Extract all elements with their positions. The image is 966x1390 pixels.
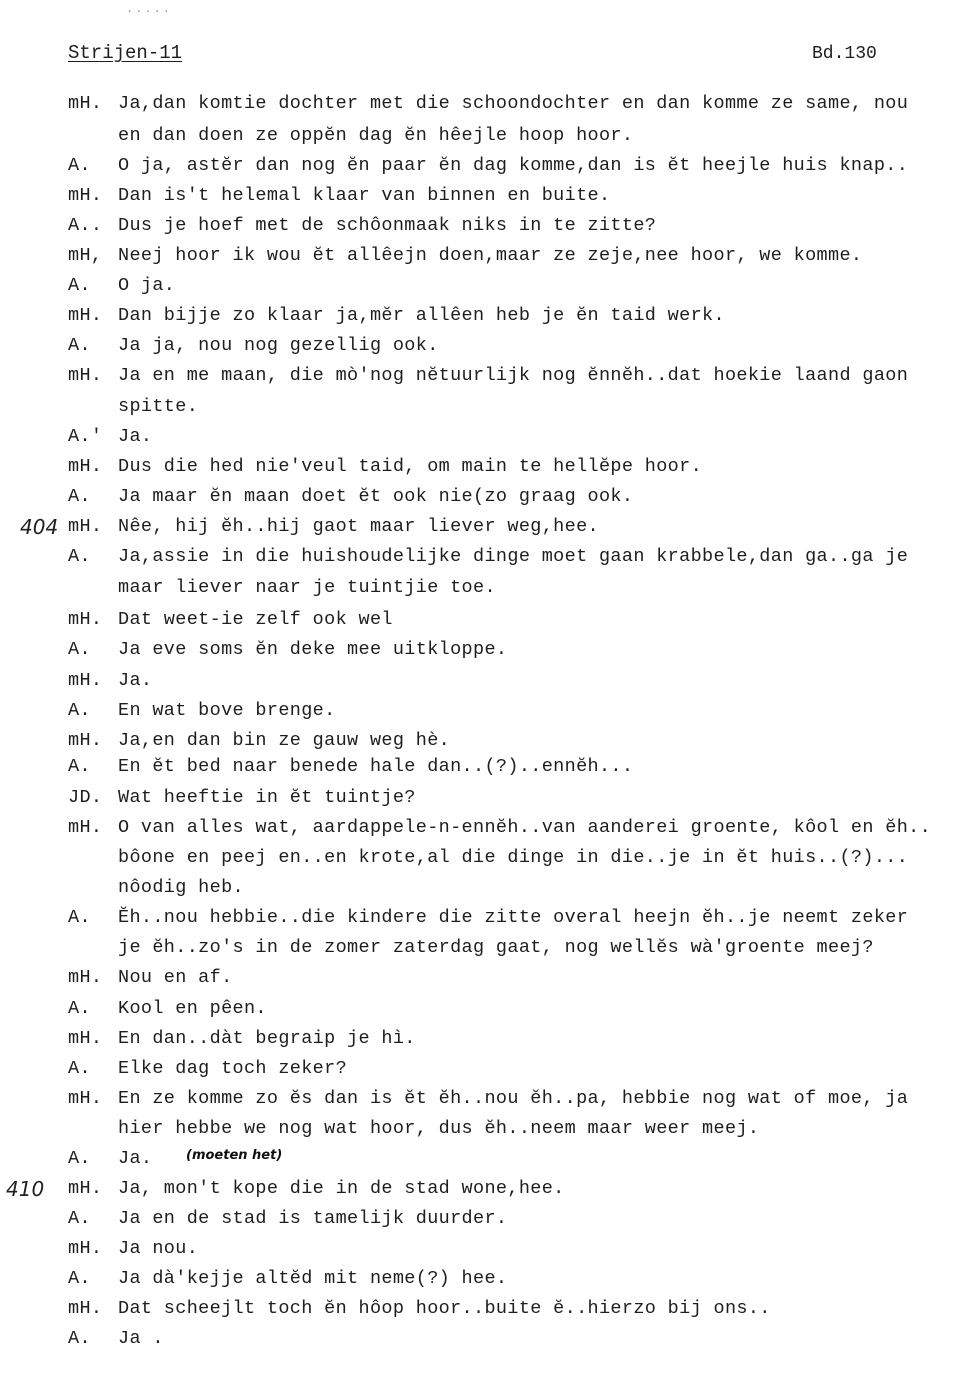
transcript-line	[0, 1206, 966, 1232]
transcript-line	[0, 394, 966, 420]
utterance-text: bôone en peej en..en krote,al die dinge in die..je in ĕt huis..(?)...	[118, 847, 909, 868]
utterance-text: nôodig heb.	[118, 877, 244, 898]
handwritten-note: (moeten het)	[186, 1148, 283, 1163]
speaker-label: A..	[68, 215, 103, 236]
transcript-line	[0, 1296, 966, 1322]
transcript-line	[0, 905, 966, 931]
transcript-line	[0, 845, 966, 871]
speaker-label: JD.	[68, 787, 103, 808]
speaker-label: mH.	[68, 609, 103, 630]
speaker-label: A.'	[68, 426, 103, 447]
speaker-label: mH.	[68, 456, 103, 477]
speaker-label: A.	[68, 1058, 91, 1079]
utterance-text: en dan doen ze oppĕn dag ĕn hêejle hoop hoor.	[118, 125, 634, 146]
transcript-line	[0, 754, 966, 780]
transcript-line	[0, 698, 966, 724]
transcript-line	[0, 514, 966, 540]
speaker-label: A.	[68, 1208, 91, 1229]
utterance-text: En ĕt bed naar benede hale dan..(?)..ennĕh...	[118, 756, 634, 777]
transcript-line	[0, 728, 966, 754]
utterance-text: Ja dà'kejje altĕd mit neme(?) hee.	[118, 1268, 508, 1289]
speaker-label: mH.	[68, 365, 103, 386]
transcript-line	[0, 1326, 966, 1352]
speaker-label: A.	[68, 275, 91, 296]
utterance-text: Neej hoor ik wou ĕt allêejn doen,maar ze zeje,nee hoor, we komme.	[118, 245, 863, 266]
utterance-text: Ja en me maan, die mò'nog nĕtuurlijk nog ĕnnĕh..dat hoekie laand gaon	[118, 365, 909, 386]
utterance-text: En wat bove brenge.	[118, 700, 336, 721]
margin-line-number: 404	[20, 515, 59, 539]
utterance-text: En ze komme zo ĕs dan is ĕt ĕh..nou ĕh..pa, hebbie nog wat of moe, ja	[118, 1088, 909, 1109]
transcript-line	[0, 333, 966, 359]
page-header-number: Bd.130	[812, 44, 877, 64]
utterance-text: Ja en de stad is tamelijk duurder.	[118, 1208, 508, 1229]
speaker-label: mH.	[68, 1088, 103, 1109]
transcript-line	[0, 454, 966, 480]
utterance-text: Wat heeftie in ĕt tuintje?	[118, 787, 416, 808]
utterance-text: Elke dag toch zeker?	[118, 1058, 348, 1079]
speaker-label: A.	[68, 1268, 91, 1289]
utterance-text: Ja maar ĕn maan doet ĕt ook nie(zo graag ook.	[118, 486, 634, 507]
transcript-line	[0, 1236, 966, 1262]
transcript-line	[0, 484, 966, 510]
speaker-label: A.	[68, 907, 91, 928]
transcript-line	[0, 424, 966, 450]
speaker-label: A.	[68, 998, 91, 1019]
transcript-line	[0, 575, 966, 601]
utterance-text: hier hebbe we nog wat hoor, dus ĕh..neem maar weer meej.	[118, 1118, 760, 1139]
transcript-line	[0, 1026, 966, 1052]
utterance-text: Nou en af.	[118, 967, 233, 988]
transcript-line	[0, 1086, 966, 1112]
utterance-text: Nêe, hij ĕh..hij gaot maar liever weg,hee.	[118, 516, 599, 537]
speaker-label: A.	[68, 700, 91, 721]
page-header-title: Strijen-11	[68, 42, 183, 64]
speaker-label: A.	[68, 546, 91, 567]
transcript-line	[0, 637, 966, 663]
utterance-text: Kool en pêen.	[118, 998, 267, 1019]
utterance-text: Dan bijje zo klaar ja,mĕr allêen heb je ĕn taid werk.	[118, 305, 725, 326]
transcript-line	[0, 303, 966, 329]
utterance-text: maar liever naar je tuintjie toe.	[118, 577, 496, 598]
transcript-line	[0, 1176, 966, 1202]
utterance-text: Ja.	[118, 1148, 153, 1169]
speaker-label: mH.	[68, 967, 103, 988]
utterance-text: Ĕh..nou hebbie..die kindere die zitte overal heejn ĕh..je neemt zeker	[118, 907, 909, 928]
transcript-line	[0, 668, 966, 694]
transcript-line	[0, 1146, 966, 1172]
speaker-label: mH.	[68, 185, 103, 206]
utterance-text: Dus die hed nie'veul taid, om main te hellĕpe hoor.	[118, 456, 703, 477]
transcript-line	[0, 607, 966, 633]
utterance-text: Ja, mon't kope die in de stad wone,hee.	[118, 1178, 565, 1199]
utterance-text: Ja,en dan bin ze gauw weg hè.	[118, 730, 451, 751]
speaker-label: mH.	[68, 1028, 103, 1049]
utterance-text: Ja ja, nou nog gezellig ook.	[118, 335, 439, 356]
utterance-text: O ja.	[118, 275, 176, 296]
utterance-text: Dan is't helemal klaar van binnen en buite.	[118, 185, 611, 206]
speaker-label: mH.	[68, 730, 103, 751]
transcript-line	[0, 273, 966, 299]
transcript-line	[0, 785, 966, 811]
transcript-line	[0, 1056, 966, 1082]
utterance-text: Dat scheejlt toch ĕn hôop hoor..buite ĕ..hierzo bij ons..	[118, 1298, 771, 1319]
speaker-label: A.	[68, 756, 91, 777]
utterance-text: En dan..dàt begraip je hì.	[118, 1028, 416, 1049]
transcript-line	[0, 91, 966, 117]
transcript-line	[0, 1266, 966, 1292]
speaker-label: mH.	[68, 670, 103, 691]
utterance-text: Ja,assie in die huishoudelijke dinge moet gaan krabbele,dan ga..ga je	[118, 546, 909, 567]
utterance-text: Ja nou.	[118, 1238, 199, 1259]
margin-line-number: 410	[6, 1177, 45, 1201]
transcript-line	[0, 183, 966, 209]
utterance-text: Ja.	[118, 426, 153, 447]
speaker-label: A.	[68, 1328, 91, 1349]
transcript-line	[0, 363, 966, 389]
utterance-text: je ĕh..zo's in de zomer zaterdag gaat, nog wellĕs wà'groente meej?	[118, 937, 874, 958]
speaker-label: mH.	[68, 817, 103, 838]
transcript-line	[0, 213, 966, 239]
transcript-line	[0, 544, 966, 570]
top-dots: .....	[126, 2, 173, 16]
transcript-line	[0, 815, 966, 841]
utterance-text: Ja,dan komtie dochter met die schoondochter en dan komme ze same, nou	[118, 93, 909, 114]
speaker-label: A.	[68, 155, 91, 176]
utterance-text: Ja .	[118, 1328, 164, 1349]
utterance-text: Ja eve soms ĕn deke mee uitkloppe.	[118, 639, 508, 660]
speaker-label: A.	[68, 639, 91, 660]
transcript-line	[0, 875, 966, 901]
speaker-label: mH.	[68, 93, 103, 114]
transcript-line	[0, 123, 966, 149]
speaker-label: mH.	[68, 305, 103, 326]
utterance-text: spitte.	[118, 396, 199, 417]
transcript-line	[0, 1116, 966, 1142]
transcript-line	[0, 153, 966, 179]
speaker-label: mH,	[68, 245, 103, 266]
utterance-text: Dus je hoef met de schôonmaak niks in te zitte?	[118, 215, 657, 236]
transcript-line	[0, 965, 966, 991]
transcript-line	[0, 243, 966, 269]
utterance-text: O ja, astĕr dan nog ĕn paar ĕn dag komme,dan is ĕt heejle huis knap..	[118, 155, 909, 176]
transcript-line	[0, 996, 966, 1022]
speaker-label: A.	[68, 1148, 91, 1169]
utterance-text: Dat weet-ie zelf ook wel	[118, 609, 393, 630]
speaker-label: mH.	[68, 1178, 103, 1199]
speaker-label: mH.	[68, 1238, 103, 1259]
speaker-label: A.	[68, 486, 91, 507]
speaker-label: mH.	[68, 516, 103, 537]
utterance-text: Ja.	[118, 670, 153, 691]
speaker-label: mH.	[68, 1298, 103, 1319]
utterance-text: O van alles wat, aardappele-n-ennĕh..van aanderei groente, kôol en ĕh..	[118, 817, 932, 838]
speaker-label: A.	[68, 335, 91, 356]
transcript-line	[0, 935, 966, 961]
